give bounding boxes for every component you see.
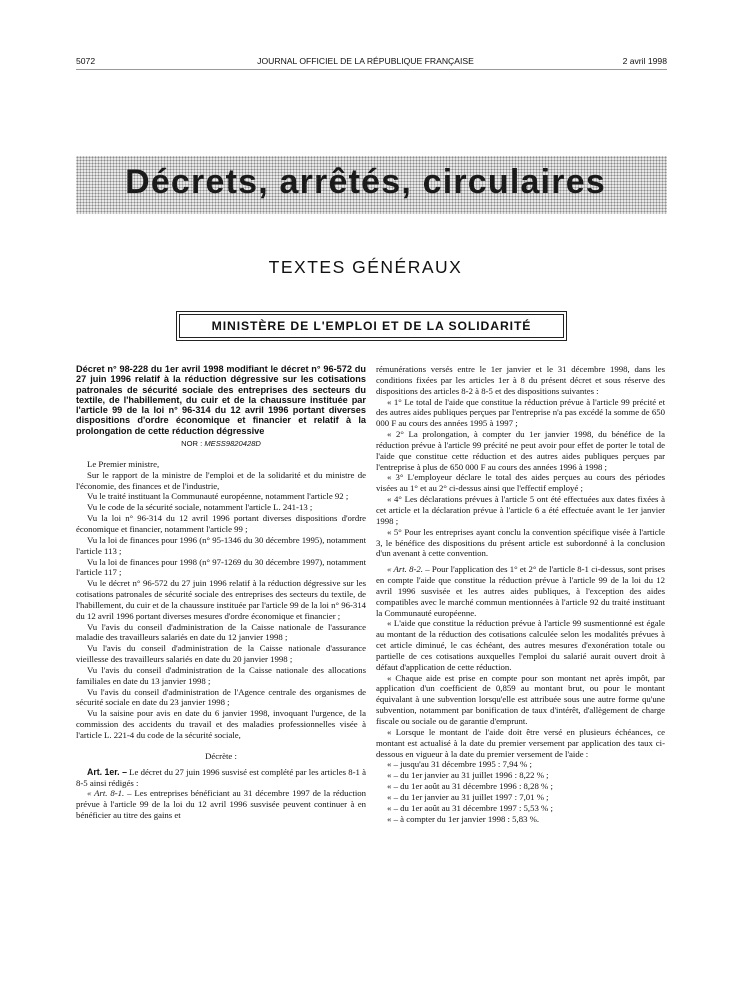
article-8-1-text: Les entreprises bénéficiant au 31 décembre 1997 de la réduction prévue à l'article 99 de la loi du 12 avril 1996 susvisée peuvent continuer à en bénéficier au titre des gains et (76, 788, 367, 821)
paragraph: Vu le décret n° 96-572 du 27 juin 1996 relatif à la réduction dégressive sur les cotisations patronales de sécurité sociale des entreprises des secteurs du textile, de l'habillement, du cuir et de la chaussure instituée par l'article 99 de la loi n° 96-314 du 12 avril 1996 portant diverses mesures d'ordre économique et financier ; (76, 578, 366, 621)
paragraph: Vu l'avis du conseil d'administration de la Caisse nationale des allocations familiales en date du 13 janvier 1998 ; (76, 664, 366, 686)
section-title: Décrets, arrêtés, circulaires (125, 163, 606, 201)
paragraph: Vu le code de la sécurité sociale, notamment l'article L. 241-13 ; (87, 502, 313, 513)
list-item: « – à compter du 1er janvier 1998 : 5,83 %. (387, 813, 540, 824)
decrete-label: Décrète : (205, 750, 237, 761)
page-number: 5072 (76, 56, 96, 66)
rates-list (376, 759, 665, 824)
journal-title: JOURNAL OFFICIEL DE LA RÉPUBLIQUE FRANÇAISE (257, 56, 474, 66)
header-divider (76, 69, 667, 70)
article-8-2-text: Pour l'application des 1° et 2° de l'article 8-1 ci-dessus, sont prises en compte l'aide que constitue la réduction prévue à l'article 99 de la loi du 12 avril 1996 susvisée et les autres aides publiques, à l'exception des aides compatibles avec le marché commun mentionnées à l'article 92 du traité instituant la Communauté européenne. (376, 564, 665, 618)
paragraph: « L'aide que constitue la réduction prévue à l'article 99 susmentionné est égale au montant de la réduction des cotisations calculée selon les modalités prévues à cet article diminué, le cas échéant, des autres mesures d'exonération totale ou partielle de ces cotisations auxquelles l'emploi du salarié aurait ouvert droit à défaut d'application de cette réduction. (376, 618, 665, 672)
paragraph: Vu le traité instituant la Communauté européenne, notamment l'article 92 ; (87, 491, 349, 502)
paragraph: Le Premier ministre, (87, 458, 160, 469)
paragraph: Vu la loi n° 96-314 du 12 avril 1996 portant diverses dispositions d'ordre économique et financier, notamment l'article 99 ; (76, 513, 366, 534)
list-item: « – du 1er janvier au 31 juillet 1996 : 8,22 % ; (387, 770, 549, 781)
subsection-title: TEXTES GÉNÉRAUX (268, 257, 463, 277)
article-8-2-label: « Art. 8-2. – (387, 564, 430, 575)
paragraph: « Lorsque le montant de l'aide doit être versé en plusieurs échéances, ce montant est actualisé à la date du premier versement par application des taux ci-dessous en vigueur à la date du premier versement de l'aide : (376, 726, 665, 759)
list-item: « – du 1er août au 31 décembre 1996 : 8,28 % ; (387, 781, 553, 792)
nor-reference (76, 439, 366, 450)
paragraph: Vu la loi de finances pour 1996 (n° 95-1346 du 30 décembre 1995), notamment l'article 113 ; (76, 534, 366, 556)
paragraph: « Chaque aide est prise en compte pour son montant net après impôt, par application d'un coefficient de 0,859 au montant brut, ou pour le montant équivalant à une subvention lorsqu'elle est attribuée sous une autre forme qu'une subvention, notamment par bonification de taux d'intérêt, d'allègement de charge fiscale ou sociale ou de garantie d'emprunt. (376, 672, 665, 726)
paragraph: Sur le rapport de la ministre de l'emploi et de la solidarité et du ministre de l'économie, des finances et de l'industrie, (76, 469, 366, 491)
right-column (376, 364, 665, 824)
paragraph: « 1° Le total de l'aide que constitue la réduction prévue à l'article 99 précité et des autres aides publiques perçues par l'entreprise n'a pas excédé la somme de 650 000 F au cours des années 1995 à 1997 ; (376, 396, 665, 429)
article-1-text: Le décret du 27 juin 1996 susvisé est complété par les articles 8-1 à 8-5 ainsi rédigés : (76, 766, 366, 788)
paragraph: Vu la saisine pour avis en date du 6 janvier 1998, invoquant l'urgence, de la commission des accidents du travail et des maladies professionnelles visée à l'article L. 221-4 du code de la sécurité sociale, (76, 708, 366, 741)
paragraph: rémunérations versés entre le 1er janvier et le 31 décembre 1998, dans les conditions fixées par les articles 1er à 8 du présent décret et sous réserve des dispositions des articles 8-2 à 8-5 et des dispositions suivantes : (376, 364, 665, 396)
ministry-box (176, 311, 567, 341)
article-1 (76, 767, 366, 789)
paragraph: Vu l'avis du conseil d'administration de la Caisse nationale d'assurance vieillesse des travailleurs salariés en date du 20 janvier 1998 ; (76, 643, 366, 665)
paragraph: Vu la loi de finances pour 1998 (n° 97-1269 du 30 décembre 1997), notamment l'article 117 ; (76, 556, 366, 578)
preamble (76, 459, 366, 741)
left-column (76, 364, 366, 821)
article-1-label: Art. 1er. – (87, 766, 127, 777)
paragraph: Vu l'avis du conseil d'administration de la Caisse nationale de l'assurance maladie des travailleurs salariés en date du 12 janvier 1998 ; (76, 621, 366, 643)
paragraph: « 3° L'employeur déclare le total des aides perçues au cours des périodes visées au 1° et au 2° ci-dessus ainsi que l'effectif employé ; (376, 472, 665, 494)
list-item: « – du 1er janvier au 31 juillet 1997 : 7,01 % ; (387, 791, 549, 802)
issue-date: 2 avril 1998 (622, 56, 667, 66)
nor-label: NOR : (181, 439, 203, 449)
article-8-1 (76, 788, 366, 821)
paragraph: « 5° Pour les entreprises ayant conclu la convention spécifique visée à l'article 3, le bénéfice des dispositions du présent article est subordonné à la conclusion d'un avenant à cette convention. (376, 526, 665, 559)
ministry-title: MINISTÈRE DE L'EMPLOI ET DE LA SOLIDARITÉ (179, 314, 564, 338)
article-8-2 (376, 564, 665, 618)
paragraph: Vu l'avis du conseil d'administration de l'Agence centrale des organismes de sécurité sociale en date du 23 janvier 1998 ; (76, 686, 366, 708)
paragraph: « 4° Les déclarations prévues à l'article 5 ont été effectuées aux dates fixées à cet article et la déclaration prévue à l'article 6 a été effectuée avant le 1er janvier 1998 ; (376, 494, 665, 526)
decree-title: Décret n° 98-228 du 1er avril 1998 modifiant le décret n° 96-572 du 27 juin 1996 relatif à la réduction dégressive sur les cotisations patronales de sécurité sociale des entreprises des secteurs du textile, de l'habillement, du cuir et de la chaussure instituée par l'article 99 de la loi n° 96-314 du 12 avril 1996 portant diverses dispositions d'ordre économique et financier et relatif à la prolongation de cette réduction dégressive (76, 364, 366, 436)
list-item: « – jusqu'au 31 décembre 1995 : 7,94 % ; (387, 759, 532, 770)
paragraph: « 2° La prolongation, à compter du 1er janvier 1998, du bénéfice de la réduction prévue à l'article 99 précité ne peut avoir pour effet de porter le total de l'aide que constitue cette réduction et des autres aides publiques perçues par l'entreprise à plus de 650 000 F au cours des années 1996 à 1998 ; (376, 429, 665, 472)
nor-code: MESS9820428D (204, 439, 261, 449)
list-item: « – du 1er août au 31 décembre 1997 : 5,53 % ; (387, 802, 553, 813)
article-8-1-label: « Art. 8-1. – (87, 788, 132, 799)
